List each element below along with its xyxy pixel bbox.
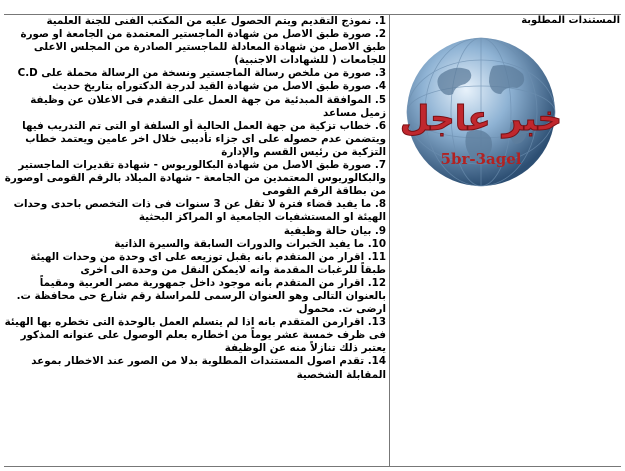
list-item bbox=[4, 198, 386, 224]
item-text: صورة طبق الاصل من شهادة الماجستير المعتمدة من الجامعة او صورة طبق الاصل من شهادة المعادلة للماجستير الصادرة من المجلس الاعلى للجامعات ( للشهادات الاجنبية) bbox=[20, 28, 386, 67]
item-text: بيان حالة وظيفية bbox=[283, 224, 372, 237]
item-text: ما يفيد الخبرات والدورات السابقة والسيرة الذاتية bbox=[114, 237, 365, 250]
list-item bbox=[4, 238, 386, 251]
item-text: صورة طبق الاصل من شهادة القيد لدرجة الدكتوراه بتاريخ حديث bbox=[52, 80, 372, 93]
item-number: 12. bbox=[367, 276, 386, 289]
item-number: 2. bbox=[374, 28, 386, 41]
watermark-subtitle: 5br-3agel bbox=[440, 150, 522, 168]
list-item bbox=[4, 251, 386, 277]
item-number: 6. bbox=[374, 119, 386, 132]
list-item bbox=[4, 355, 386, 381]
globe-icon bbox=[401, 22, 561, 202]
item-number: 9. bbox=[374, 224, 386, 237]
required-documents-list bbox=[4, 15, 386, 465]
item-text: تقدم اصول المستندات المطلوبة بدلا من الصور عند الاخطار بموعد المقابلة الشخصية bbox=[31, 355, 386, 381]
item-text: الموافقة المبدئية من جهة العمل على التقدم فى الاعلان عن وظيفة زميل مساعد bbox=[30, 93, 386, 119]
item-text: نموذج التقديم ويتم الحصول عليه من المكتب الفنى للجنة العلمية bbox=[46, 15, 372, 27]
item-text: ما يفيد قضاء فترة لا تقل عن 3 سنوات فى ذات التخصص باحدى وحدات الهيئة او المستشفيات الجامعية او المراكز البحثية bbox=[13, 198, 386, 224]
item-number: 1. bbox=[374, 15, 386, 27]
list-item bbox=[4, 28, 386, 67]
list-item bbox=[4, 277, 386, 316]
item-number: 10. bbox=[367, 237, 386, 250]
item-number: 14. bbox=[367, 355, 386, 368]
list-item bbox=[4, 225, 386, 238]
list-item bbox=[4, 15, 386, 28]
table-bottom-border bbox=[4, 466, 621, 467]
item-number: 13. bbox=[367, 316, 386, 329]
list-item bbox=[4, 159, 386, 198]
item-text: صورة من ملخص رسالة الماجستير ونسخة من الرسالة محملة على C.D bbox=[17, 67, 372, 80]
item-text: خطاب تزكية من جهة العمل الحالية أو السلفة او التى تم التدريب فيها ويتضمن عدم حصوله على اى جزاء تأديبى خلال اخر عامين ويعتمد خطاب التزكية من رئيس القسم والإدارة bbox=[22, 119, 386, 158]
item-number: 8. bbox=[374, 198, 386, 211]
item-number: 11. bbox=[367, 250, 386, 263]
item-number: 4. bbox=[374, 80, 386, 93]
list-item bbox=[4, 94, 386, 120]
watermark-logo bbox=[401, 22, 561, 202]
item-text: اقرارمن المتقدم بانه اذا لم يتسلم العمل بالوحدة التى تخطره بها الهيئة فى ظرف خمسة عشر يوماً من اخطاره بعلم الوصول على عنوانه المذكور يعتبر ذلك تنازلاً منه عن الوظيفة bbox=[4, 316, 386, 355]
list-item bbox=[4, 80, 386, 93]
item-number: 7. bbox=[374, 159, 386, 172]
list-item bbox=[4, 120, 386, 159]
item-text: اقرار من المتقدم بانه موجود داخل جمهورية مصر العربية ومقيماً بالعنوان التالى وهو العنوان الرسمى للمراسلة رقم شارع حى محافظة ت. ارضى ت. محمول bbox=[16, 276, 386, 316]
column-label: المستندات المطلوبة bbox=[521, 15, 620, 26]
watermark-title: خبر عاجل bbox=[401, 99, 561, 139]
item-text: اقرار من المتقدم بانه يقبل توزيعه على اى وحدة من وحدات الهيئة طبقاً للرغبات المقدمة وانه لايمكن النقل من وحدة الى اخرى bbox=[30, 250, 386, 276]
item-text: صورة طبق الاصل من شهادة البكالوريوس - شهادة تقديرات الماجستير والبكالوريوس المعتمدين من الجامعة - شهادة الميلاد بالرقم القومى اوصورة من بطاقة الرقم القومى bbox=[4, 159, 386, 198]
item-number: 5. bbox=[374, 93, 386, 106]
list-item bbox=[4, 67, 386, 80]
list-item bbox=[4, 316, 386, 355]
item-number: 3. bbox=[374, 67, 386, 80]
column-divider bbox=[389, 14, 390, 466]
